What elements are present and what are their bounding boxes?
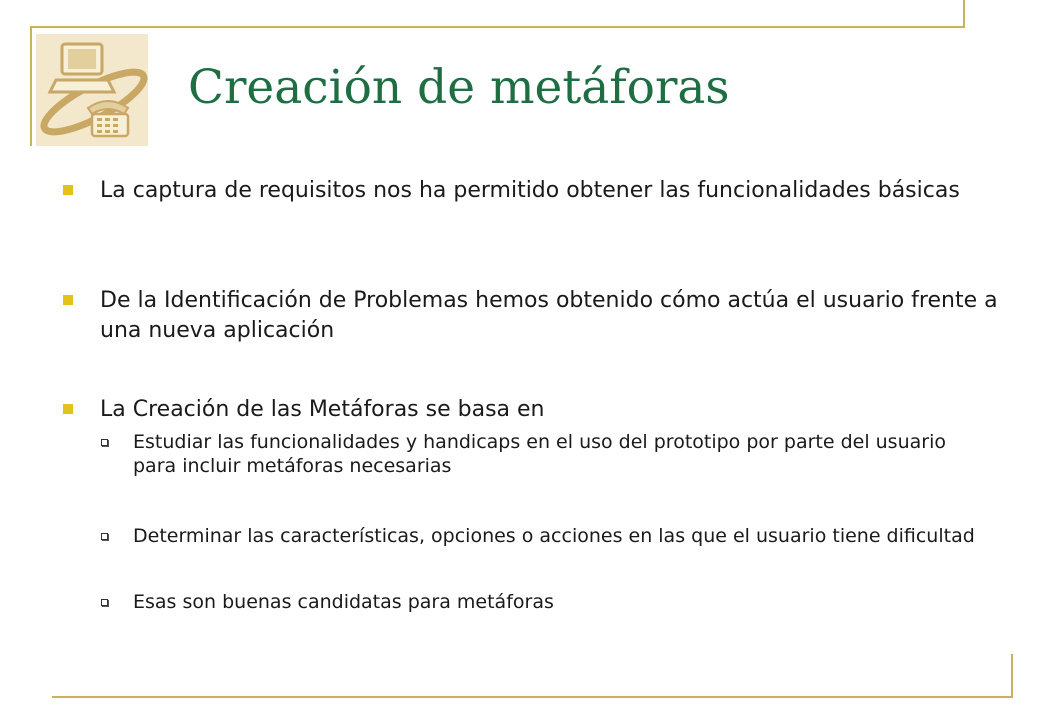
- frame-top-line: [30, 26, 965, 28]
- frame-right-line: [1011, 654, 1013, 698]
- bullet-item: De la Identificación de Problemas hemos obtenido cómo actúa el usuario frente a una nueva aplicación: [100, 286, 1000, 346]
- sub-bullet-item: Esas son buenas candidatas para metáforas: [133, 590, 993, 614]
- bullet-item: La captura de requisitos nos ha permitido obtener las funcionalidades básicas: [100, 176, 1000, 206]
- sub-bullet-item: Estudiar las funcionalidades y handicaps en el uso del prototipo por parte del usuario para incluir metáforas necesarias: [133, 430, 993, 478]
- computer-phone-logo-icon: [36, 34, 148, 146]
- slide-title: Creación de metáforas: [188, 60, 730, 115]
- sub-bullet-item: Determinar las características, opciones o acciones en las que el usuario tiene dificultad: [133, 524, 993, 548]
- frame-bottom-line: [52, 696, 1013, 698]
- frame-top-tick: [963, 0, 965, 28]
- bullet-item: La Creación de las Metáforas se basa en: [100, 395, 1000, 425]
- frame-left-line: [30, 26, 32, 146]
